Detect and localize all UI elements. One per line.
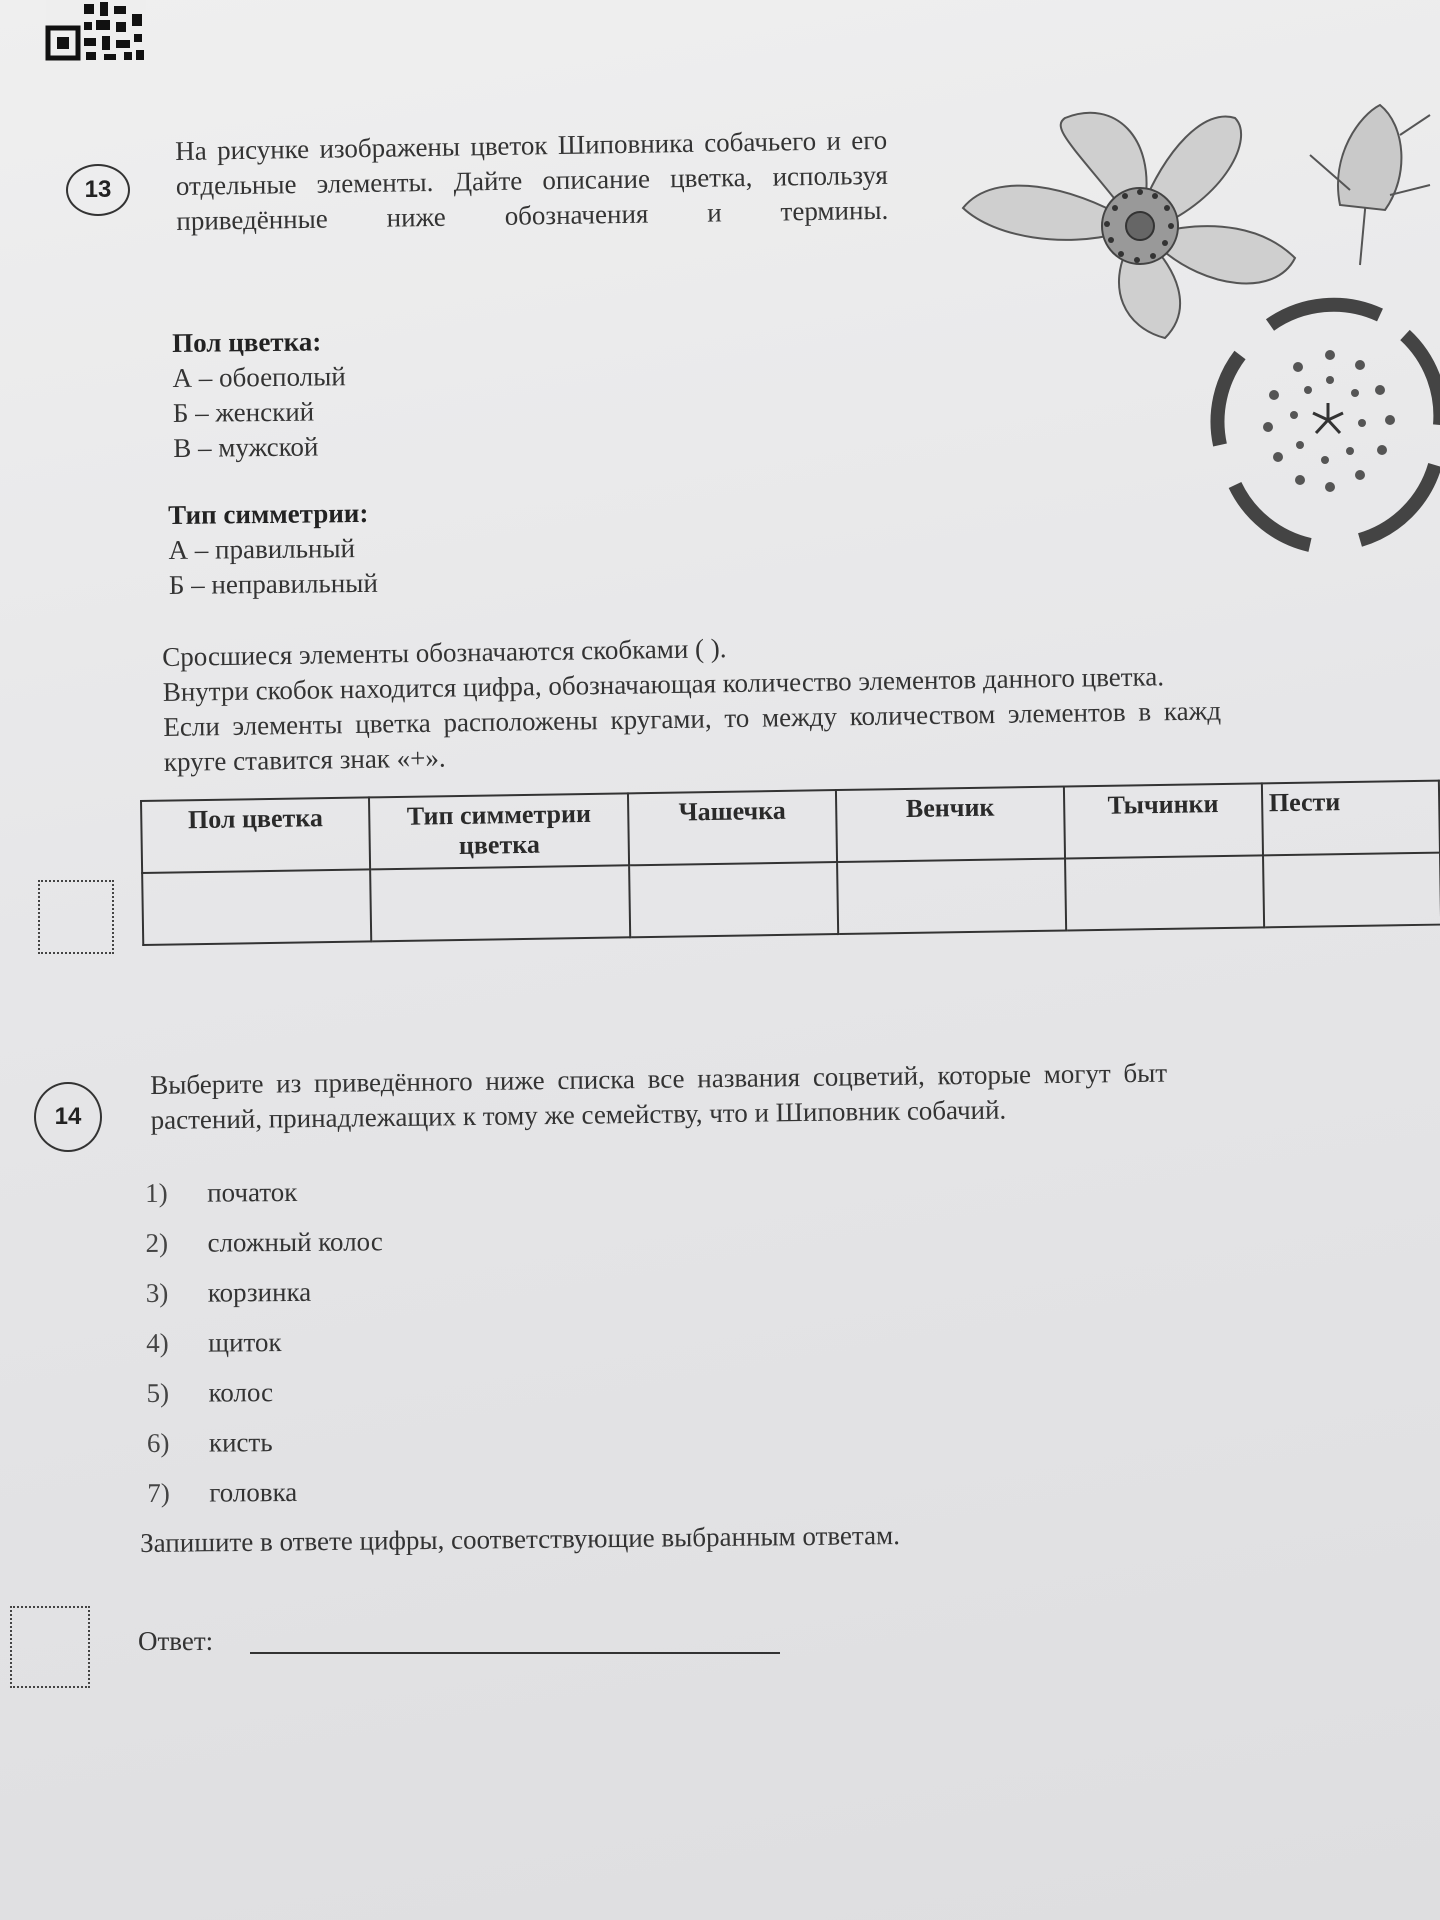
question-14-number: 14	[34, 1082, 102, 1152]
score-box-14	[10, 1606, 90, 1688]
symmetry-title: Тип симметрии:	[168, 497, 369, 530]
rule-line: Если элементы цветка расположены кругами, то между количеством элементов в кажд	[163, 695, 1222, 742]
option-item: 7) головка	[147, 1476, 298, 1508]
flower-sex-option: Б – женский	[172, 396, 315, 428]
flower-sex-title: Пол цветка:	[172, 326, 322, 358]
flower-sex-legend	[172, 324, 347, 466]
inflorescence-options	[145, 1166, 385, 1518]
qr-code-icon	[44, 0, 154, 64]
flower-sex-option: А – обоеполый	[172, 361, 346, 393]
option-item: 5) колос	[146, 1377, 274, 1408]
symmetry-option: А – правильный	[168, 533, 356, 565]
option-item: 6) кисть	[146, 1427, 273, 1458]
answer-cell-stamens[interactable]	[1065, 855, 1264, 930]
option-item: 3) корзинка	[145, 1276, 312, 1308]
flower-sex-option: В – мужской	[173, 431, 319, 463]
symmetry-option: Б – неправильный	[168, 567, 378, 600]
formula-rules	[162, 620, 1440, 780]
option-item: 4) щиток	[146, 1327, 282, 1358]
answer-instruction: Запишите в ответе цифры, соответствующие выбранным ответам.	[140, 1520, 901, 1558]
flower-description-table	[140, 780, 1440, 946]
rule-line: круге ставится знак «+».	[163, 742, 446, 777]
rule-line: Сросшиеся элементы обозначаются скобками ( ).	[162, 633, 727, 672]
option-item: 2) сложный колос	[145, 1226, 383, 1258]
answer-input-line[interactable]	[250, 1652, 780, 1654]
answer-cell-sex[interactable]	[142, 869, 371, 945]
question-14-line: растений, принадлежащих к тому же семейству, что и Шиповник собачий.	[150, 1094, 1007, 1135]
table-header-cell: Тип симметрии цветка	[369, 793, 629, 869]
table-header-cell: Пол цветка	[141, 797, 370, 873]
table-header-cell: Чашечка	[628, 790, 837, 865]
question-13-intro: На рисунке изображены цветок Шиповника собачьего и его отдельные элементы. Дайте описание цветка, используя приведённые ниже обозначения и термины.	[175, 124, 889, 236]
symmetry-legend	[168, 496, 378, 603]
score-box-13	[38, 880, 114, 954]
table-header-cell: Тычинки	[1064, 783, 1263, 858]
rule-line: Внутри скобок находится цифра, обозначающая количество элементов данного цветка.	[162, 661, 1165, 707]
answer-cell-corolla[interactable]	[837, 858, 1066, 934]
table-header-cell: Пести	[1262, 781, 1440, 856]
floral-diagram-illustration	[1210, 295, 1440, 555]
question-14-line: Выберите из приведённого ниже списка все названия соцветий, которые могут быт	[150, 1057, 1168, 1100]
answer-cell-pistils[interactable]	[1263, 853, 1440, 928]
question-14-text	[150, 1052, 1440, 1138]
answer-cell-calyx[interactable]	[629, 862, 838, 937]
table-header-cell: Венчик	[836, 786, 1065, 862]
answer-label: Ответ:	[138, 1626, 214, 1656]
option-item: 1) початок	[145, 1176, 298, 1208]
answer-cell-symmetry[interactable]	[370, 865, 630, 941]
question-13-number: 13	[66, 164, 130, 216]
rose-bud-illustration	[1290, 95, 1440, 275]
